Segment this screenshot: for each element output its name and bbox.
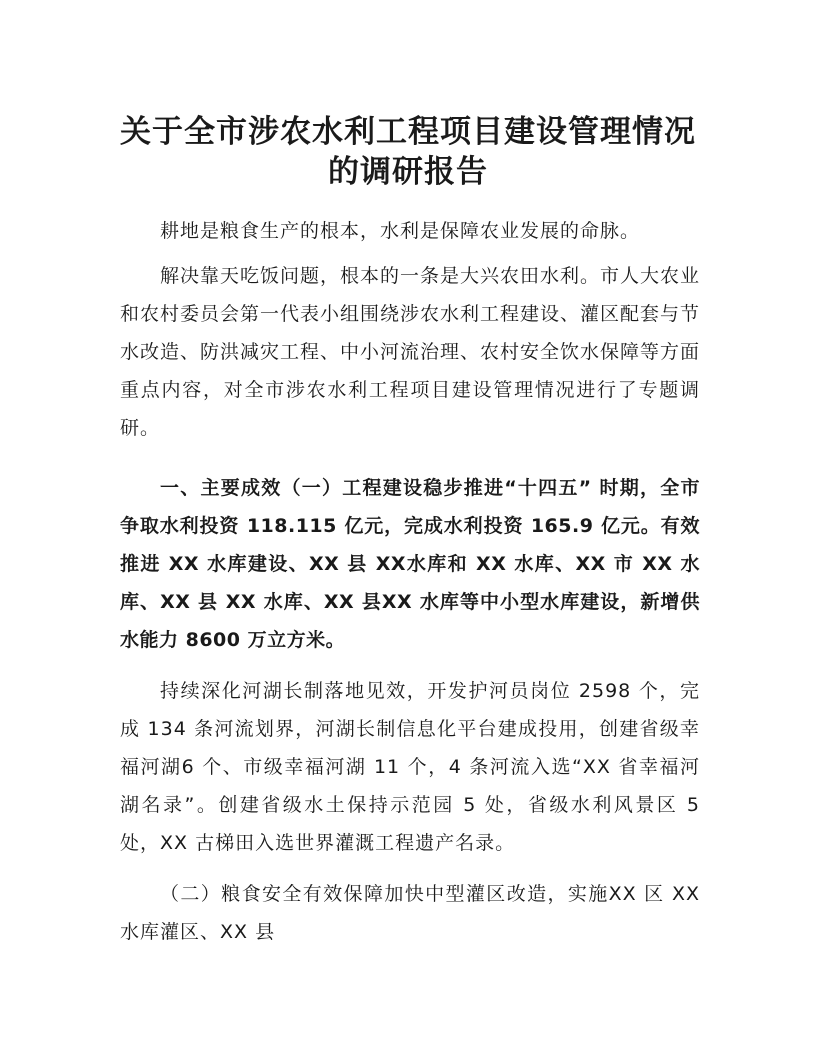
paragraph-river-lake: 持续深化河湖长制落地见效，开发护河员岗位 2598 个，完成 134 条河流划界，河湖长制信息化平台建成投用，创建省级幸福河湖6 个、市级幸福河湖 11 个，4 条河流入选“XX 省幸福河湖名录”。创建省级水土保持示范园 5 处，省级水利风景区 5 处，XX 古梯田入选世界灌溉工程遗产名录。 [120,680,700,854]
paragraph-background: 解决靠天吃饭问题，根本的一条是大兴农田水利。市人大农业和农村委员会第一代表小组围绕涉农水利工程建设、灌区配套与节水改造、防洪减灾工程、中小河流治理、农村安全饮水保障等方面重点内容，对全市涉农水利工程项目建设管理情况进行了专题调研。 [120,265,701,439]
paragraph-intro: 耕地是粮食生产的根本，水利是保障农业发展的命脉。 [160,220,641,242]
document-title: 关于全市涉农水利工程项目建设管理情况的调研报告 [120,114,696,190]
paragraph-food-security: （二）粮食安全有效保障加快中型灌区改造，实施XX 区 XX 水库灌区、XX 县 [120,883,700,943]
paragraph-section-one-heading: 一、主要成效（一）工程建设稳步推进“十四五” 时期，全市争取水利投资 118.115 亿元，完成水利投资 165.9 亿元。有效推进 XX 水库建设、XX 县 XX水库和 XX 水库、XX 市 XX 水库、XX 县 XX 水库、XX 县XX 水库等中小型水库建设，新增供水能力 8600 万立方米。 [120,477,700,651]
